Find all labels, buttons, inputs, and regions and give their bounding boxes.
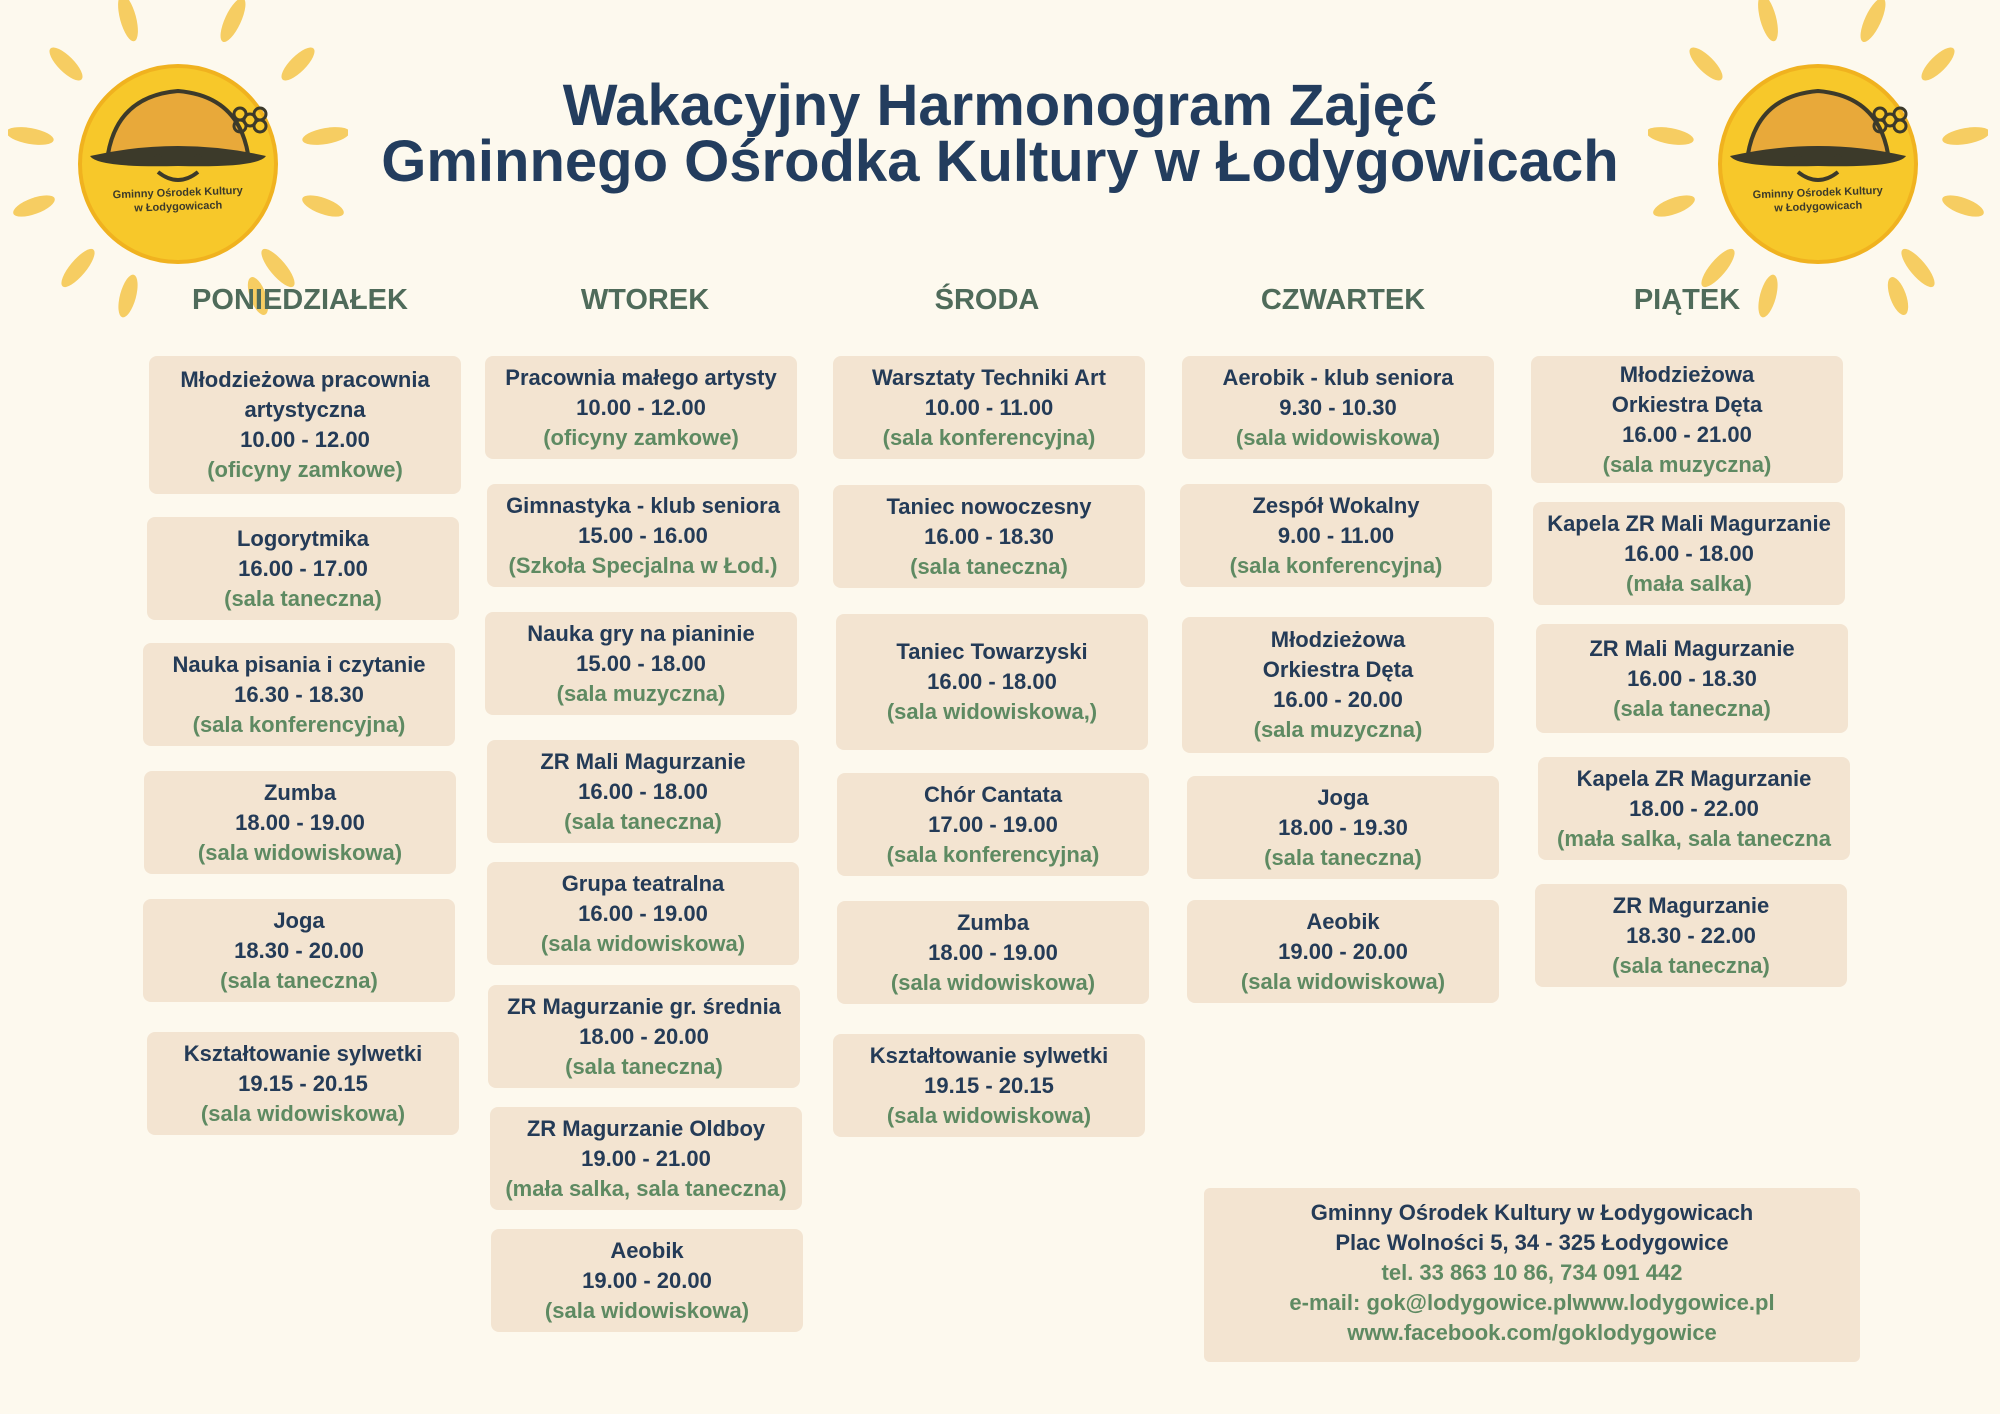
event-time: 17.00 - 19.00: [928, 811, 1058, 837]
event-name: Taniec Towarzyski: [896, 639, 1088, 664]
event-name: Aeobik: [1306, 908, 1380, 934]
event-name: Młodzieżowa Orkiestra Dęta: [1611, 361, 1763, 417]
event-card: [487, 484, 799, 587]
event-card: [833, 1034, 1145, 1137]
day-header-tuesday: WTOREK: [580, 284, 710, 316]
event-room: (sala taneczna): [565, 1053, 723, 1079]
event-room: (sala widowiskowa): [200, 1100, 406, 1126]
event-name: Grupa teatralna: [561, 870, 725, 896]
event-card: [1531, 356, 1843, 483]
event-name: Aerobik - klub seniora: [1222, 364, 1454, 390]
day-header-thursday: CZWARTEK: [1260, 284, 1426, 316]
event-card: [837, 901, 1149, 1004]
event-time: 19.15 - 20.15: [924, 1072, 1054, 1098]
event-name: Nauka gry na pianinie: [527, 620, 755, 646]
contact-facebook[interactable]: www.facebook.com/goklodygowice: [1347, 1320, 1717, 1345]
event-card: [837, 773, 1149, 876]
event-room: (sala konferencyjna): [192, 711, 406, 737]
event-card: [490, 1107, 802, 1210]
event-time: 19.15 - 20.15: [238, 1070, 368, 1096]
day-header-monday: PONIEDZIAŁEK: [192, 284, 408, 316]
event-card: [149, 356, 461, 494]
event-card: [1187, 776, 1499, 879]
event-card: [1187, 900, 1499, 1003]
event-time: 16.00 - 18.00: [927, 669, 1057, 694]
event-time: 16.00 - 18.30: [924, 523, 1054, 549]
event-time: 18.00 - 19.00: [235, 809, 365, 835]
logo-text: Gminny Ośrodek Kultury w Łodygowicach: [112, 184, 244, 215]
event-time: 18.00 - 19.00: [928, 939, 1058, 965]
event-card: [833, 485, 1145, 588]
event-room: (sala widowiskowa): [886, 1102, 1092, 1128]
event-time: 19.00 - 21.00: [581, 1145, 711, 1171]
event-name: Logorytmika: [236, 525, 370, 551]
event-name: Kształtowanie sylwetki: [183, 1040, 423, 1066]
event-card: [833, 356, 1145, 459]
event-room: (sala widowiskowa): [197, 839, 403, 865]
event-card: [147, 517, 459, 620]
event-room: (sala widowiskowa): [1240, 968, 1446, 994]
event-time: 18.30 - 20.00: [234, 937, 364, 963]
event-card: [836, 614, 1148, 750]
event-room: (Szkoła Specjalna w Łod.): [508, 552, 778, 578]
event-time: 18.00 - 22.00: [1629, 795, 1759, 821]
event-card: [491, 1229, 803, 1332]
title-line-1: Wakacyjny Harmonogram Zajęć: [562, 73, 1438, 138]
day-header-friday: PIĄTEK: [1633, 284, 1741, 316]
event-time: 16.00 - 18.30: [1627, 665, 1757, 691]
event-room: (oficyny zamkowe): [543, 424, 739, 450]
contact-email[interactable]: e-mail: gok@lodygowice.plwww.lodygowice.pl: [1289, 1290, 1775, 1315]
page-title: [0, 73, 2000, 194]
contact-address: Plac Wolności 5, 34 - 325 Łodygowice: [1335, 1230, 1729, 1255]
event-room: (sala taneczna): [910, 553, 1068, 579]
event-time: 9.00 - 11.00: [1277, 522, 1395, 548]
event-card: [144, 771, 456, 874]
event-time: 18.00 - 20.00: [579, 1023, 709, 1049]
event-time: 16.00 - 20.00: [1273, 687, 1403, 712]
event-time: 18.00 - 19.30: [1278, 814, 1408, 840]
event-name: ZR Magurzanie: [1612, 892, 1770, 918]
event-name: ZR Mali Magurzanie: [1589, 635, 1795, 661]
event-name: Kapela ZR Mali Magurzanie: [1547, 510, 1831, 536]
logo-text: Gminny Ośrodek Kultury w Łodygowicach: [1752, 184, 1884, 215]
event-name: Pracownia małego artysty: [505, 364, 777, 390]
event-card: [147, 1032, 459, 1135]
event-card: [1182, 356, 1494, 459]
event-time: 10.00 - 11.00: [924, 394, 1054, 420]
event-name: Zumba: [956, 909, 1030, 935]
event-name: ZR Magurzanie gr. średnia: [507, 993, 781, 1019]
event-time: 9.30 - 10.30: [1279, 394, 1397, 420]
event-card: [143, 899, 455, 1002]
event-room: (mała salka, sala taneczna): [505, 1175, 787, 1201]
event-room: (sala taneczna): [1613, 695, 1771, 721]
event-time: 18.30 - 22.00: [1626, 922, 1756, 948]
event-room: (sala widowiskowa): [1235, 424, 1441, 450]
event-card: [485, 356, 797, 459]
event-room: (sala taneczna): [224, 585, 382, 611]
event-time: 10.00 - 12.00: [240, 427, 370, 452]
event-name: Kształtowanie sylwetki: [869, 1042, 1109, 1068]
event-name: Joga: [273, 907, 325, 933]
contact-name: Gminny Ośrodek Kultury w Łodygowicach: [1310, 1200, 1754, 1225]
event-card: [1536, 624, 1848, 733]
event-name: Kapela ZR Magurzanie: [1576, 765, 1812, 791]
event-name: Warsztaty Techniki Art: [872, 364, 1106, 390]
event-time: 19.00 - 20.00: [1278, 938, 1408, 964]
event-time: 19.00 - 20.00: [582, 1267, 712, 1293]
event-room: (sala konferencyjna): [882, 424, 1096, 450]
event-room: (sala muzyczna): [1602, 451, 1772, 477]
event-name: Aeobik: [610, 1237, 684, 1263]
event-card: [485, 612, 797, 715]
event-card: [1182, 617, 1494, 753]
event-card: [487, 740, 799, 843]
event-name: Nauka pisania i czytanie: [172, 651, 426, 677]
event-room: (mała salka): [1626, 570, 1752, 596]
event-time: 16.00 - 18.00: [1624, 540, 1754, 566]
event-name: Młodzieżowa pracownia artystyczna: [180, 367, 430, 422]
event-name: Joga: [1317, 784, 1369, 810]
event-room: (sala taneczna): [564, 808, 722, 834]
event-room: (sala konferencyjna): [1229, 552, 1443, 578]
event-name: ZR Mali Magurzanie: [540, 748, 746, 774]
event-name: Taniec nowoczesny: [886, 493, 1092, 519]
event-room: (sala muzyczna): [556, 680, 726, 706]
event-card: [1538, 757, 1850, 860]
event-room: (oficyny zamkowe): [207, 457, 403, 482]
event-room: (sala taneczna): [1264, 844, 1422, 870]
event-name: Młodzieżowa Orkiestra Dęta: [1262, 627, 1414, 682]
title-line-2: Gminnego Ośrodka Kultury w Łodygowicach: [381, 129, 1619, 194]
event-time: 15.00 - 16.00: [578, 522, 708, 548]
event-card: [143, 643, 455, 746]
event-room: (sala konferencyjna): [886, 841, 1100, 867]
event-card: [1535, 884, 1847, 987]
event-room: (sala taneczna): [1612, 952, 1770, 978]
event-room: (sala widowiskowa,): [886, 699, 1098, 724]
event-time: 16.00 - 21.00: [1622, 421, 1752, 447]
event-time: 10.00 - 12.00: [576, 394, 706, 420]
event-time: 16.00 - 17.00: [238, 555, 368, 581]
event-card: [488, 985, 800, 1088]
day-header-wednesday: ŚRODA: [934, 284, 1040, 316]
event-card: [1533, 502, 1845, 605]
event-time: 16.00 - 18.00: [578, 778, 708, 804]
event-time: 16.00 - 19.00: [578, 900, 708, 926]
event-room: (sala muzyczna): [1253, 717, 1423, 742]
event-time: 15.00 - 18.00: [576, 650, 706, 676]
event-name: Chór Cantata: [923, 781, 1063, 807]
event-room: (mała salka, sala taneczna: [1557, 825, 1831, 851]
event-name: ZR Magurzanie Oldboy: [526, 1115, 766, 1141]
event-room: (sala widowiskowa): [544, 1297, 750, 1323]
event-room: (sala widowiskowa): [540, 930, 746, 956]
event-name: Zespół Wokalny: [1252, 492, 1420, 518]
event-card: [487, 862, 799, 965]
event-card: [1180, 484, 1492, 587]
event-room: (sala taneczna): [220, 967, 378, 993]
contact-phone: tel. 33 863 10 86, 734 091 442: [1381, 1260, 1683, 1285]
event-time: 16.30 - 18.30: [234, 681, 364, 707]
contact-box: [1204, 1188, 1860, 1362]
event-name: Zumba: [263, 779, 337, 805]
event-name: Gimnastyka - klub seniora: [506, 492, 780, 518]
event-room: (sala widowiskowa): [890, 969, 1096, 995]
